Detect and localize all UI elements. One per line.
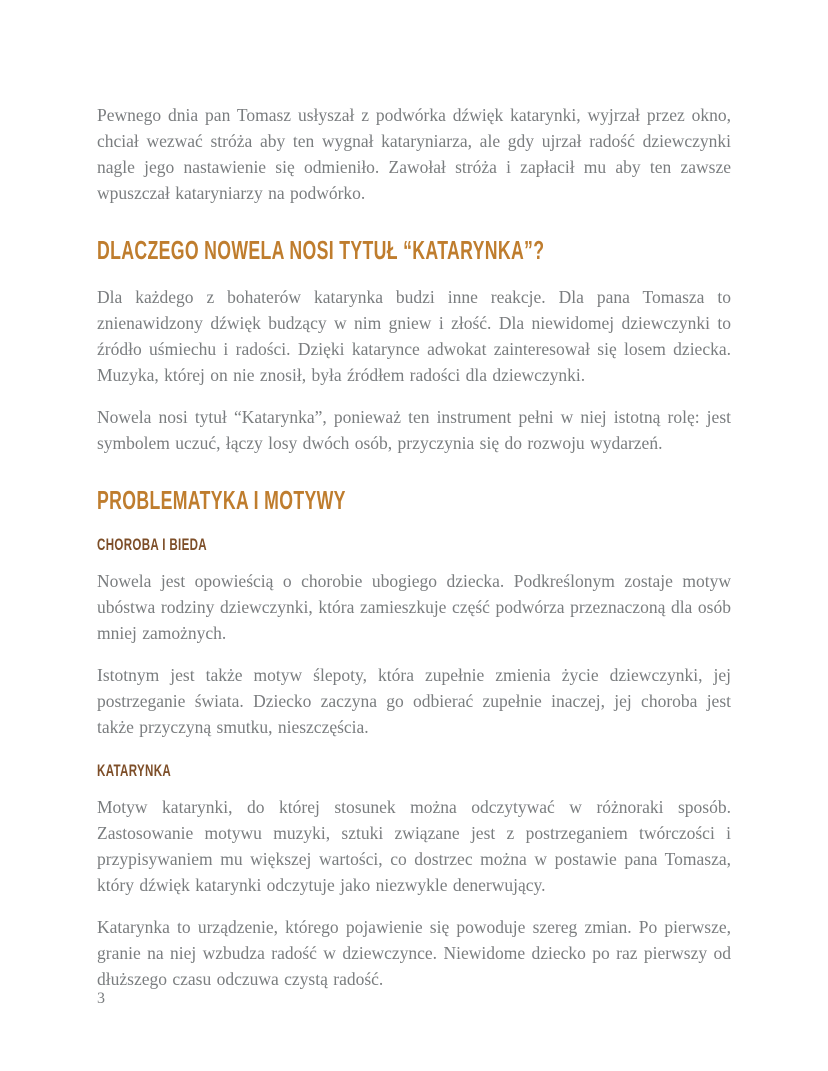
page-content [97, 0, 731, 1008]
subsection1-paragraph-2: Istotnym jest także motyw ślepoty, która zupełnie zmienia życie dziewczynki, jej postrzeganie świata. Dziecko zaczyna go odbierać zupełnie inaczej, jej choroba jest także przyczyną smutku, nieszczęścia. [97, 665, 731, 737]
subsection-heading-katarynka: KATARYNKA [97, 761, 172, 780]
page-number: 3 [97, 990, 105, 1007]
subsection2-paragraph-2: Katarynka to urządzenie, którego pojawienie się powoduje szereg zmian. Po pierwsze, granie na niej wzbudza radość w dziewczynce. Niewidome dziecko po raz pierwszy od dłuższego czasu odczuwa czystą radość. [97, 917, 731, 989]
section1-paragraph-1: Dla każdego z bohaterów katarynka budzi inne reakcje. Dla pana Tomasza to znienawidzony dźwięk budzący w nim gniew i złość. Dla niewidomej dziewczynki to źródło uśmiechu i radości. Dzięki katarynce adwokat zainteresował się losem dziecka. Muzyka, której on nie znosił, była źródłem radości dla dziewczynki. [97, 287, 731, 385]
section1-paragraph-2: Nowela nosi tytuł “Katarynka”, ponieważ ten instrument pełni w niej istotną rolę: jest symbolem uczuć, łączy losy dwóch osób, przyczynia się do rozwoju wydarzeń. [97, 407, 731, 453]
section-heading-problems-motifs: PROBLEMATYKA I MOTYWY [97, 485, 346, 515]
subsection-heading-illness-poverty: CHOROBA I BIEDA [97, 535, 208, 554]
intro-paragraph: Pewnego dnia pan Tomasz usłyszał z podwórka dźwięk katarynki, wyjrzał przez okno, chciał wezwać stróża aby ten wygnał kataryniarza, ale gdy ujrzał radość dziewczynki nagle jego nastawienie się odmieniło. Zawołał stróża i zapłacił mu aby ten zawsze wpuszczał kataryniarzy na podwórko. [97, 105, 731, 203]
section-heading-why-title: DLACZEGO NOWELA NOSI TYTUŁ “KATARYNKA”? [97, 235, 545, 265]
subsection2-paragraph-1: Motyw katarynki, do której stosunek można odczytywać w różnoraki sposób. Zastosowanie motywu muzyki, sztuki związane jest z postrzeganiem twórczości i przypisywaniem mu większej wartości, co dostrzec można w postawie pana Tomasza, który dźwięk katarynki odczytuje jako niezwykle denerwujący. [97, 797, 731, 895]
subsection1-paragraph-1: Nowela jest opowieścią o chorobie ubogiego dziecka. Podkreślonym zostaje motyw ubóstwa rodziny dziewczynki, która zamieszkuje część podwórza przeznaczoną dla osób mniej zamożnych. [97, 571, 731, 643]
